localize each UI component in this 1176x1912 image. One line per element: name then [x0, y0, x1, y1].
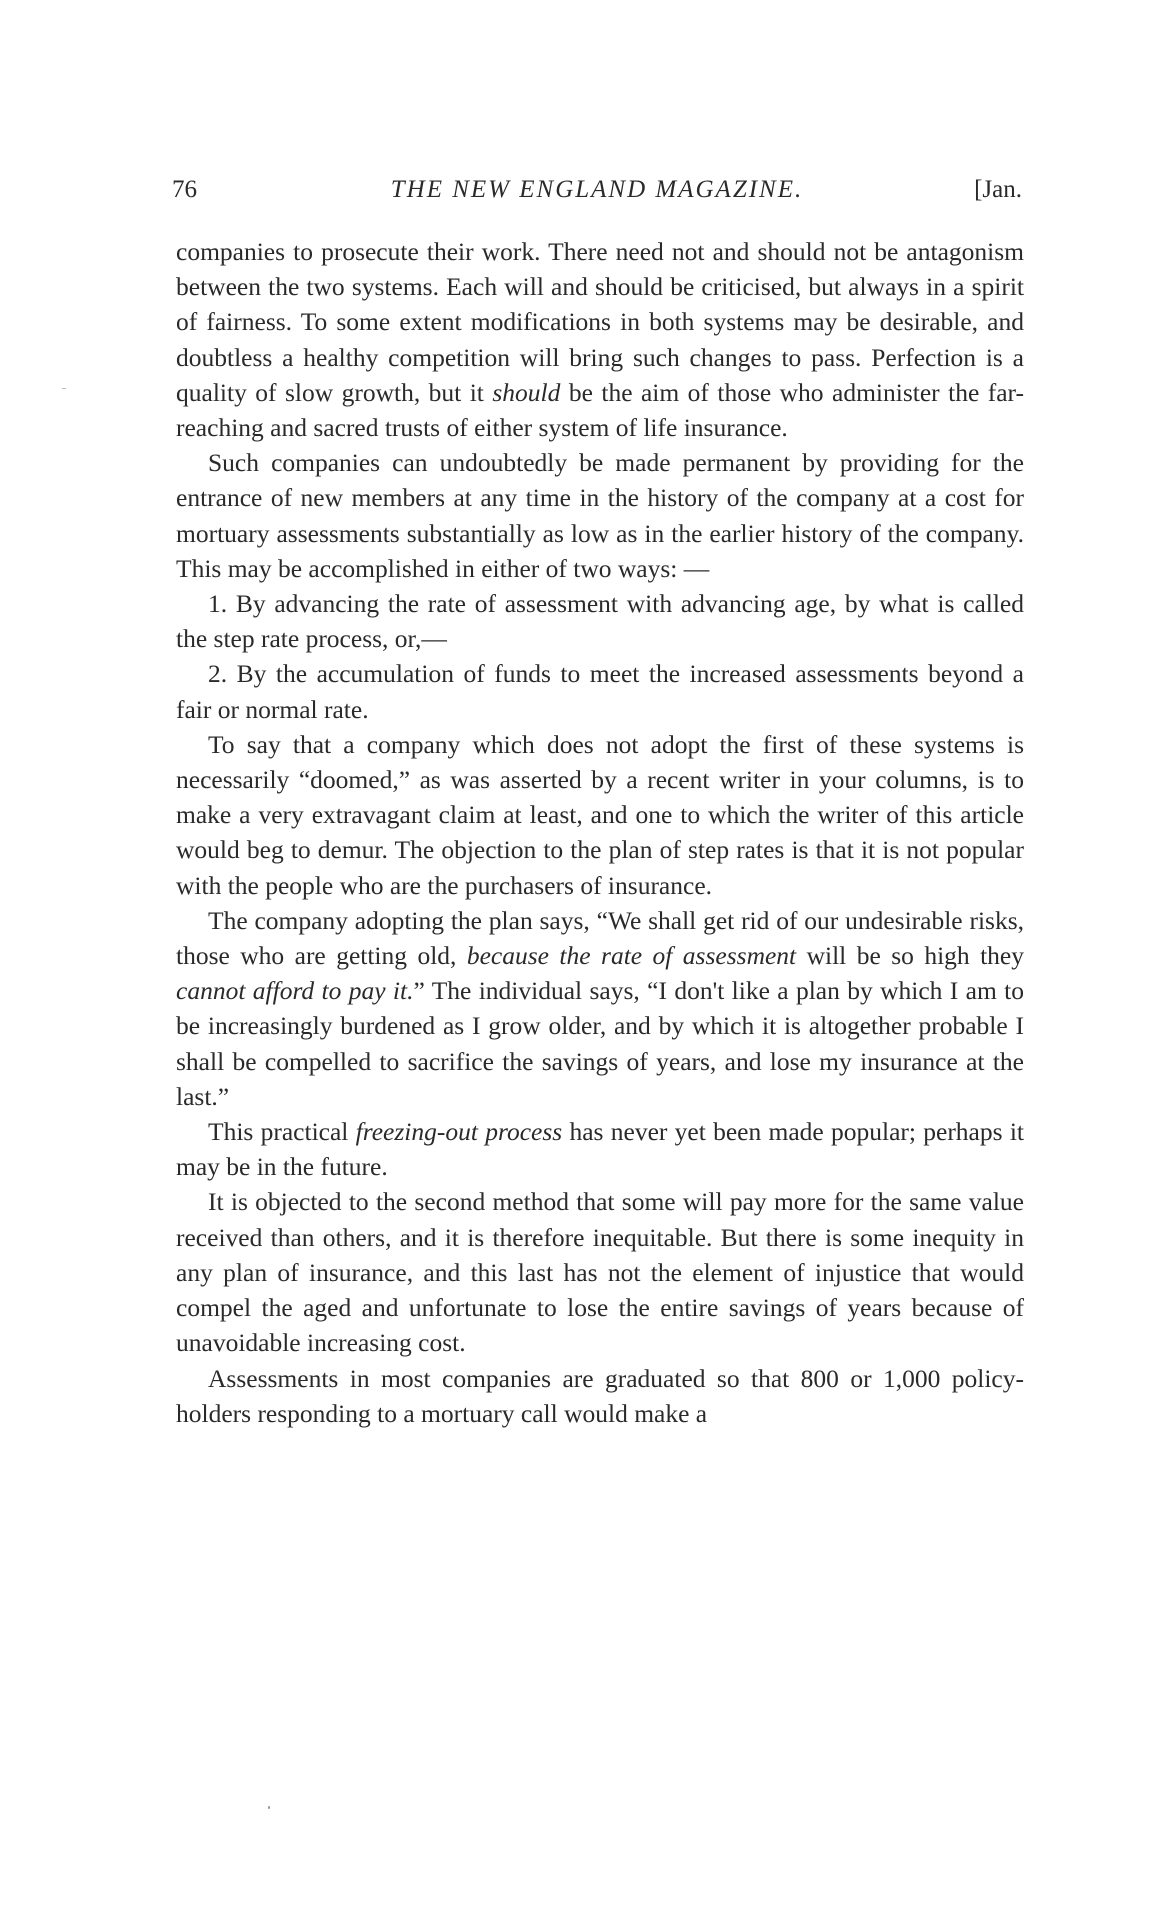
text-run: 1. By advancing the rate of assessment with advancing age, by what is called the step rate process, or,— — [176, 589, 1024, 654]
text-run: will be so high they — [796, 941, 1025, 971]
text-run: ” The individual says, “I don't like a plan by which I am to be increasingly burdened as I grow older, and by which it is altogether probable I shall be compelled to sacrifice the savings of years, and lose my insurance at the last.” — [176, 976, 1024, 1111]
paragraph — [176, 1184, 1024, 1360]
paragraph — [176, 903, 1024, 1114]
paragraph — [176, 1361, 1024, 1431]
paragraph — [176, 656, 1024, 726]
italic-text: should — [492, 377, 561, 407]
text-run: To say that a company which does not adopt the first of these systems is necessarily “doomed,” as was asserted by a recent writer in your columns, is to make a very extravagant claim at least, and one to which the writer of this article would beg to demur. The objection to the plan of step rates is that it is not popular with the people who are the purchasers of insurance. — [176, 729, 1024, 900]
italic-text: because the rate of assessment — [466, 941, 797, 971]
paragraph — [176, 445, 1024, 586]
paragraph — [176, 727, 1024, 903]
text-run: 2. By the accumulation of funds to meet the increased assessments beyond a fair or normal rate. — [176, 659, 1024, 724]
text-run: Such companies can undoubtedly be made permanent by providing for the entrance of new members at any time in the history of the company at a cost for mortuary assessments substantially as low as in the earlier history of the company. This may be accomplished in either of two ways: — — [176, 448, 1024, 583]
running-title: THE NEW ENGLAND MAGAZINE. — [390, 176, 804, 203]
text-run: companies to prosecute their work. There need not and should not be antagonism between the two systems. Each will and should be criticised, but always in a spirit of fairness. To some extent modifications in both systems may be desirable, and doubtless a healthy competition will bring such changes to pass. Perfection is a quality of slow growth, but it — [176, 237, 1024, 407]
text-run: The company adopting the plan says, “We shall get rid of our undesirable risks, those who are getting old, — [176, 905, 1024, 971]
text-run: Assessments in most companies are graduated so that 800 or 1,000 policy-holders responding to a mortuary call would make a — [176, 1363, 1024, 1428]
italic-text: cannot afford to pay it. — [176, 976, 414, 1006]
text-run: has never yet been made popular; perhaps it may be in the future. — [176, 1117, 1024, 1182]
running-header — [172, 170, 1022, 210]
italic-text: freezing-out process — [355, 1117, 563, 1147]
paragraph — [176, 1114, 1024, 1184]
page-number: 76 — [172, 176, 197, 203]
running-month: [Jan. — [974, 176, 1022, 203]
paragraph — [176, 586, 1024, 656]
article-body — [176, 234, 1024, 1431]
text-run: be the aim of those who administer the far-reaching and sacred trusts of either system of life insurance. — [176, 377, 1024, 443]
text-run: This practical — [208, 1117, 356, 1147]
text-run: It is objected to the second method that some will pay more for the same value received than others, and it is therefore inequitable. But there is some inequity in any plan of insurance, and this last has not the element of injustice that would compel the aged and unfortunate to lose the entire savings of years because of unavoidable increasing cost. — [176, 1187, 1024, 1358]
page-speck — [268, 1806, 270, 1809]
paragraph — [176, 234, 1024, 445]
margin-mark — [62, 388, 66, 389]
